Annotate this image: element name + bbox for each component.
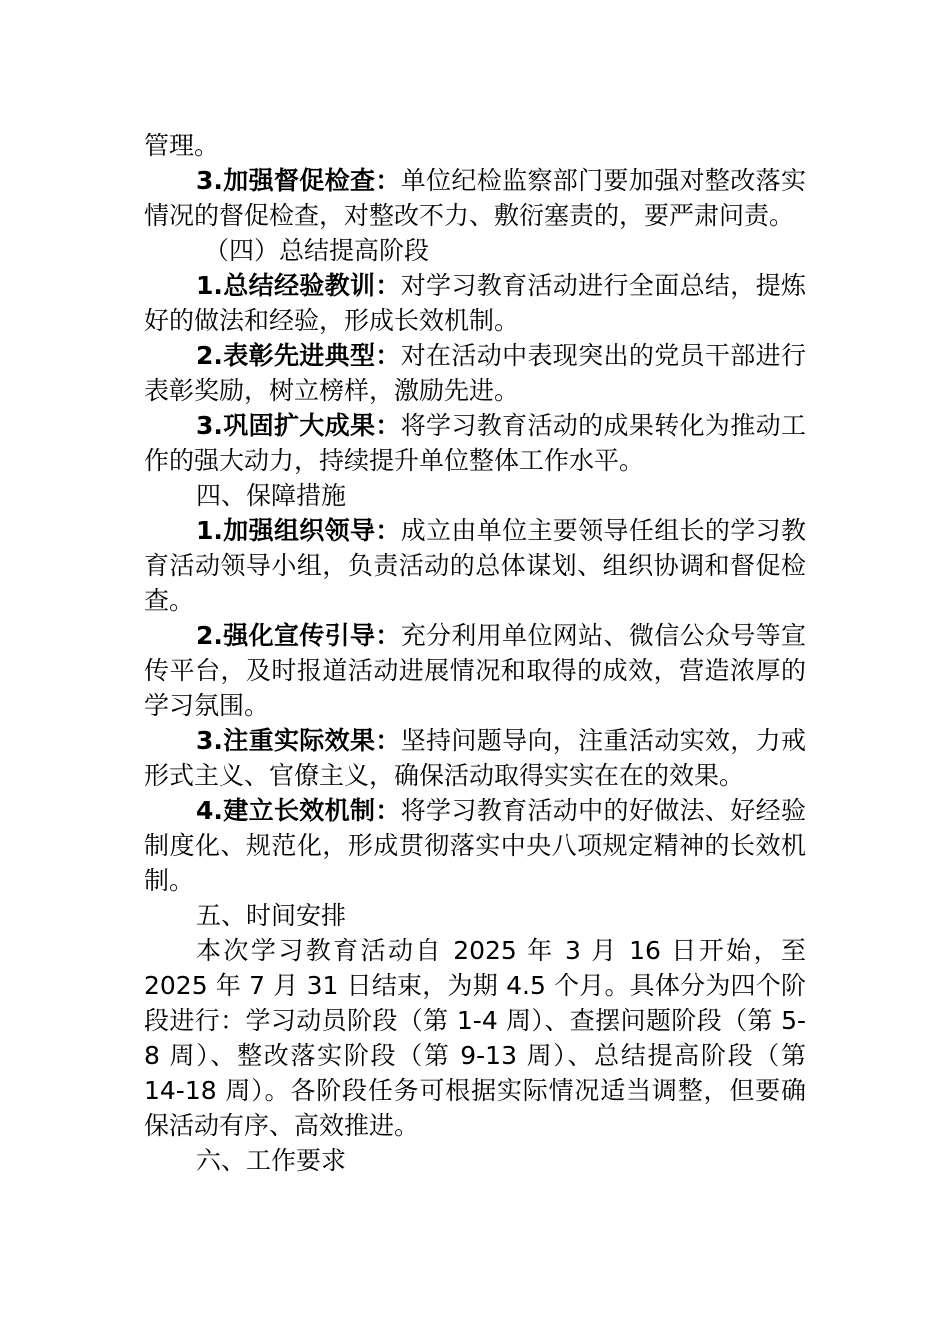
paragraph-continuation: 管理。 <box>144 131 220 160</box>
item-label: 2.强化宣传引导： <box>196 621 401 650</box>
heading-work-requirements: 六、工作要求 <box>196 1146 347 1175</box>
subheading-summary-stage: （四）总结提高阶段 <box>204 236 430 265</box>
item-text: 对学习教育活动进行全面总结，提炼好的做法和经验，形成长效机制。 <box>144 271 806 335</box>
item-label: 3.加强督促检查： <box>196 166 401 195</box>
item-label: 3.注重实际效果： <box>196 726 401 755</box>
paragraph-schedule-details: 本次学习教育活动自 2025 年 3 月 16 日开始，至 2025 年 7 月 31 日结束，为期 4.5 个月。具体分为四个阶段进行：学习动员阶段（第 1-4 周）、查摆问题阶段（第 5-8 周）、整改落实阶段（第 9-13 周）、总结提高阶段（第 14-18 周）。各阶段任务可根据实际情况适当调整，但要确保活动有序、高效推进。 <box>144 936 806 1140</box>
item-practical-effect <box>144 723 806 793</box>
item-text: 将学习教育活动的成果转化为推动工作的强大动力，持续提升单位整体工作水平。 <box>144 411 806 475</box>
item-text: 充分利用单位网站、微信公众号等宣传平台，及时报道活动进展情况和取得的成效，营造浓厚的学习氛围。 <box>144 621 806 720</box>
item-summarize-experience <box>144 268 806 338</box>
item-publicity-guidance <box>144 618 806 723</box>
item-text: 坚持问题导向，注重活动实效，力戒形式主义、官僚主义，确保活动取得实实在在的效果。 <box>144 726 806 790</box>
item-text: 单位纪检监察部门要加强对整改落实情况的督促检查，对整改不力、敷衍塞责的，要严肃问责。 <box>144 166 806 230</box>
item-text: 成立由单位主要领导任组长的学习教育活动领导小组，负责活动的总体谋划、组织协调和督促检查。 <box>144 516 806 615</box>
item-text: 对在活动中表现突出的党员干部进行表彰奖励，树立榜样，激励先进。 <box>144 341 806 405</box>
item-label: 1.总结经验教训： <box>196 271 401 300</box>
item-strengthen-leadership <box>144 513 806 618</box>
item-label: 2.表彰先进典型： <box>196 341 401 370</box>
item-label: 4.建立长效机制： <box>196 796 401 825</box>
item-long-term-mechanism <box>144 793 806 898</box>
document-page <box>144 128 806 1178</box>
item-label: 3.巩固扩大成果： <box>196 411 401 440</box>
heading-schedule: 五、时间安排 <box>196 901 347 930</box>
item-consolidate-results <box>144 408 806 478</box>
item-text: 将学习教育活动中的好做法、好经验制度化、规范化，形成贯彻落实中央八项规定精神的长效机制。 <box>144 796 806 895</box>
item-supervision-check <box>144 163 806 233</box>
item-label: 1.加强组织领导： <box>196 516 401 545</box>
heading-safeguards: 四、保障措施 <box>196 481 347 510</box>
item-commend-models <box>144 338 806 408</box>
